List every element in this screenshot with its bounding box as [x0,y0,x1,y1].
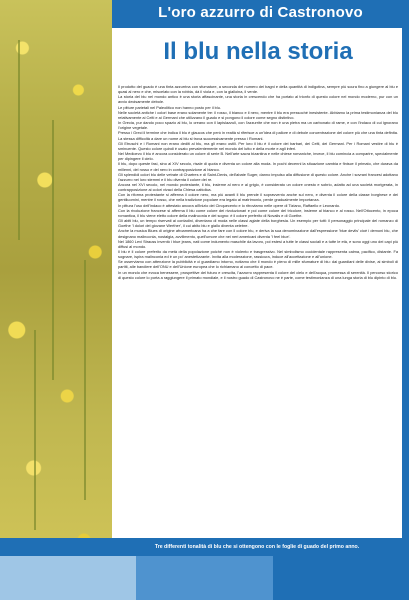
header-band [112,0,409,28]
footer-band [0,538,409,600]
blue-swatch-medium [136,556,273,600]
article-paragraph: Gli splendidi colori blu delle vetrate di Chartres e di Saint-Denis, dell'abate Suger, danno impulso alla diffusione di questo colore. Anche i sovrani francesi adottano l'azzurro nei loro stemmi e il blu diventa il colore dei re. [118,171,398,182]
article-paragraph: In pittura l'uso dell'indaco è attestato ancora all'inizio del Cinquecento e lo ritroviamo nelle opere di Tiziano, Raffaello e Leonardo. [118,202,341,208]
article-body [118,84,398,536]
article-paragraph: In Grecia, pur dando poco spazio al blu, lo creano con il lapislazzuli, con l'azzurrite che non è una pietra ma un carbonato di rame, e con l'indaco di cui ignorano l'origine vegetale. [118,120,398,131]
article-paragraph: Anche la musica Blues di origine afroamericana ha a che fare con il colore blu, e deriva la sua denominazione dall'espressione 'blue devils' cioè i demoni blu, che designano malinconia, nostalgia, avvilimento, quell'umore che nei neri americani diventa 'I feel blue'. [118,228,398,239]
article-paragraph: Gli abiti blu, un tempo riservati ai contadini, diventano di moda nelle classi agiate della borghesia. Un esempio per tutti: il personaggio principale del romanzo di Goethe 'I dolori del giovane Werther', il cui abito blu e giallo diventa celebre. [118,218,398,229]
page-title: L'oro azzurro di Castronovo [158,4,363,21]
article-paragraph: Gli Etruschi e i Romani non erano dediti al blu, ma gli erano ostili. Per loro il blu è il colore dei barbari, dei Celti, dei Germani. Per i Romani vestire di blu è sminuente. Questo colore quindi è usato prevalentemente nel mondo del lutto e della morte e agli inferi. [118,140,398,151]
article-paragraph: Nelle società antiche i colori base erano solamente tre: il rosso, il bianco e il nero, mentre il blu era pressoché inesistente. Abbiamo la prima testimonianza del blu relativamente ai Celti e ai Germani che utilizzano il guado e si pongono il colore come segno distintivo. [118,109,398,120]
article-paragraph: Se osserviamo con attenzione la pubblicità e ci guardiamo intorno, notiamo che il mondo è pieno di mille sfumature di blu: dai guardiani delle divise, ai simboli di partiti, alle bandiere dell'ONU e dell'Unione europea che lo richiamano al concetto di pace. [118,259,398,270]
flower-stem [52,120,54,380]
article-paragraph: Le pitture parietali nel Paleolitico non hanno posto per il blu. [118,104,221,110]
blue-swatch-light [0,556,136,600]
article-paragraph: Con la riforma protestante si afferma il colore nero, ma più avanti il blu prende il sopravvento anche sul nero, e diventa il colore della classe borghese e dei gentiluomini, mentre il rosso, che nella tradizione popolare era legato al matrimonio, perde gradualmente importanza. [118,192,398,203]
article-paragraph: In un mondo che evoca benessere, prospettive del futuro e crescita, l'azzurro rappresenta il colore del cielo e dell'acqua, promessa di serenità. Il percorso storico di questo colore lo porta a raggiungere il primato mondiale, e il nostro guado di Castronovo ne è parte, come testimonianza di una lunga storia di blu dipinto di blu. [118,269,398,280]
article-paragraph: Ancora nel XVI secolo, nel mondo protestante, il blu, insieme al nero e al grigio, è considerato un colore onesto e sobrio, adatto ad una società morigerata, in contrapposizione ai colori vivaci della Chiesa cattolica. [118,181,398,193]
article-paragraph: La storia del blu nel mondo antico è una storia affascinante, una storia in crescendo che ha portato al trionfo di questo colore nel mondo moderno, pur con un avvio decisamente debole. [118,94,398,105]
image-caption: Tre differenti tonalità di blu che si ottengono con le foglie di guado del primo anno. [154,544,360,550]
flower-photo [0,0,112,600]
article-paragraph: Nel 1860 Levi Strauss inventò i blue jeans, nati come indumento maschile da lavoro, poi estesi a tutte le classi sociali e a tutte le età, e sono oggi uno dei capi più diffusi al mondo. [118,238,398,249]
flower-stem [34,330,36,530]
article-panel [112,28,402,538]
blue-swatches [0,556,409,600]
article-paragraph: Il blu, dopo queste fasi, sino al XIV secolo, risale di quota e diventa un colore alla moda. In pochi decenni la situazione cambia e finisce il primato, che durava da millenni, del rosso e del nero in contrapposizione al bianco. [118,161,398,172]
article-paragraph: Presso i Greci il termine che indica il blu è glaucos che però in realtà si riferisce a un'idea di pallore e di debole concentrazione del colore più che una tinta definita. La stessa difficoltà a dare un nome al blu si trova successivamente presso i Romani. [118,130,398,141]
article-headline: Il blu nella storia [163,38,353,65]
panel-edge [402,28,409,538]
flower-stem [84,260,86,500]
flower-stem [18,40,20,240]
article-paragraph: Il prodotto del guado è una tinta azzurrina con sfumature, a seconda del numero dei bagni e della quantità di indigotina, sempre più scura fino a giungere al blu e quasi al nero e che, miscelato con la robbia, dà il viola e, con la gialloina, il verde. [118,84,398,95]
article-paragraph: Il blu è il colore preferito da metà della popolazione poiché non è violento e trasgressivo. Nel simbolismo occidentale rappresenta calma, pacifico, distante. Fa sognare, ispira malinconia ed è un po' anestetizzante. Invita alla moderazione, rassicura, induce all'accettazione e all'unione. [118,249,398,260]
blue-swatch-dark [273,556,409,600]
article-paragraph: Con la rivoluzione francese si afferma il blu come colore dei rivoluzionari e poi come colore del tricolore, insieme al bianco e al rosso. Nell'Ottocento, in epoca romantica, il blu viene eletto colore della malinconia e del sogno: è il colore preferito di Novalis e di Goethe. [118,207,398,218]
article-paragraph: Nel Medioevo il blu è ancora considerato un colore di serie B. Nell'arte sacra bizantina e nelle chiese romaniche, invece, il blu comincia a comparire, specialmente per dipingere il cielo. [118,151,398,162]
